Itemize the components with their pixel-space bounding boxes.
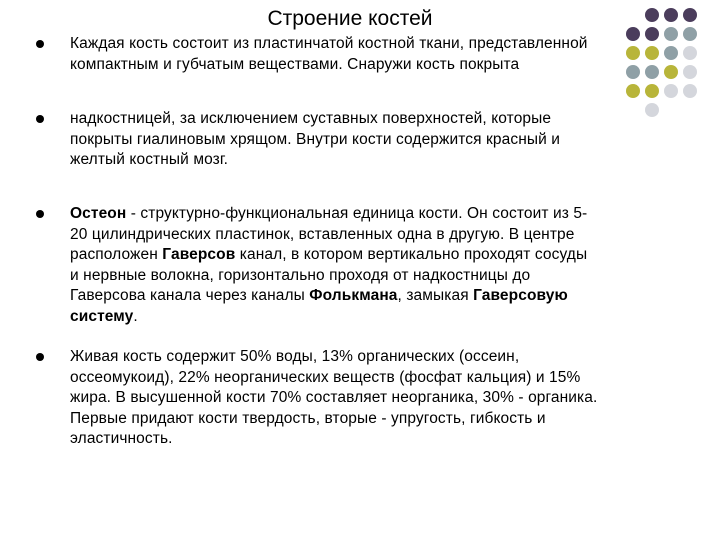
text-run: Живая кость содержит 50% воды, 13% органических (оссеин,: [70, 348, 520, 365]
text-run: покрыты гиалиновым хрящом. Внутри кости содержится красный и: [70, 130, 561, 148]
bullet-text-line: [70, 368, 682, 389]
text-run: Гаверсова канала через каналы: [70, 287, 310, 304]
bullet-text-line: [70, 266, 682, 287]
bullet-text-line: [70, 286, 682, 307]
text-run: канал, в котором вертикально проходят сосуды: [235, 246, 588, 263]
bold-term: систему: [70, 307, 134, 325]
bullet-text-line: [70, 150, 682, 171]
bullet-text-line: [70, 130, 682, 151]
text-run: жира. В высушенной кости 70% составляет неорганика, 30% - органика.: [70, 389, 598, 406]
text-run: Каждая кость состоит из пластинчатой костной ткани, представленной: [70, 35, 588, 52]
bold-term: Фолькмана: [309, 287, 398, 304]
slide-title: Строение костей: [267, 7, 433, 30]
text-run: компактным и губчатым веществами. Снаружи кость покрыта: [70, 55, 520, 73]
bullet-text-line: [70, 307, 682, 328]
bullet-text-line: [70, 34, 682, 55]
bullet-text-line: [70, 347, 682, 368]
bullet-text-line: [70, 109, 682, 130]
bold-term: Гаверсов: [162, 246, 236, 263]
bullet-text-line: [70, 225, 682, 246]
bullet-item-bone-composition: [70, 34, 682, 75]
text-run: оссеомукоид), 22% неорганических веществ (фосфат кальция) и 15%: [70, 368, 581, 386]
bold-term: Гаверсовую: [473, 287, 568, 304]
text-run: эластичность.: [70, 430, 173, 447]
text-run: Первые придают кости твердость, вторые - упругость, гибкость и: [70, 409, 546, 427]
text-run: желтый костный мозг.: [70, 151, 229, 168]
bullet-text-line: [70, 55, 682, 76]
text-run: - структурно-функциональная единица кости. Он состоит из 5-: [126, 205, 588, 222]
text-run: и нервные волокна, горизонтально проходя от надкостницы до: [70, 266, 531, 284]
bullet-item-osteon: [70, 204, 682, 327]
bullet-dot-icon: [36, 210, 44, 218]
text-run: , замыкая: [397, 287, 474, 304]
bold-term: Остеон: [70, 205, 127, 222]
bullet-dot-icon: [36, 40, 44, 48]
text-run: расположен: [70, 246, 163, 263]
bullet-item-bone-chemistry: [70, 347, 682, 450]
bullet-text-line: [70, 429, 682, 450]
bullet-dot-icon: [36, 353, 44, 361]
bullet-text-line: [70, 245, 682, 266]
text-run: 20 цилиндрических пластинок, вставленных одна в другую. В центре: [70, 225, 575, 243]
bullet-text-line: [70, 204, 682, 225]
text-run: надкостницей, за исключением суставных поверхностей, которые: [70, 110, 552, 127]
text-run: .: [133, 307, 138, 325]
bullet-dot-icon: [36, 115, 44, 123]
bullet-item-periosteum: [70, 109, 682, 171]
bullet-text-line: [70, 388, 682, 409]
bullet-text-line: [70, 409, 682, 430]
